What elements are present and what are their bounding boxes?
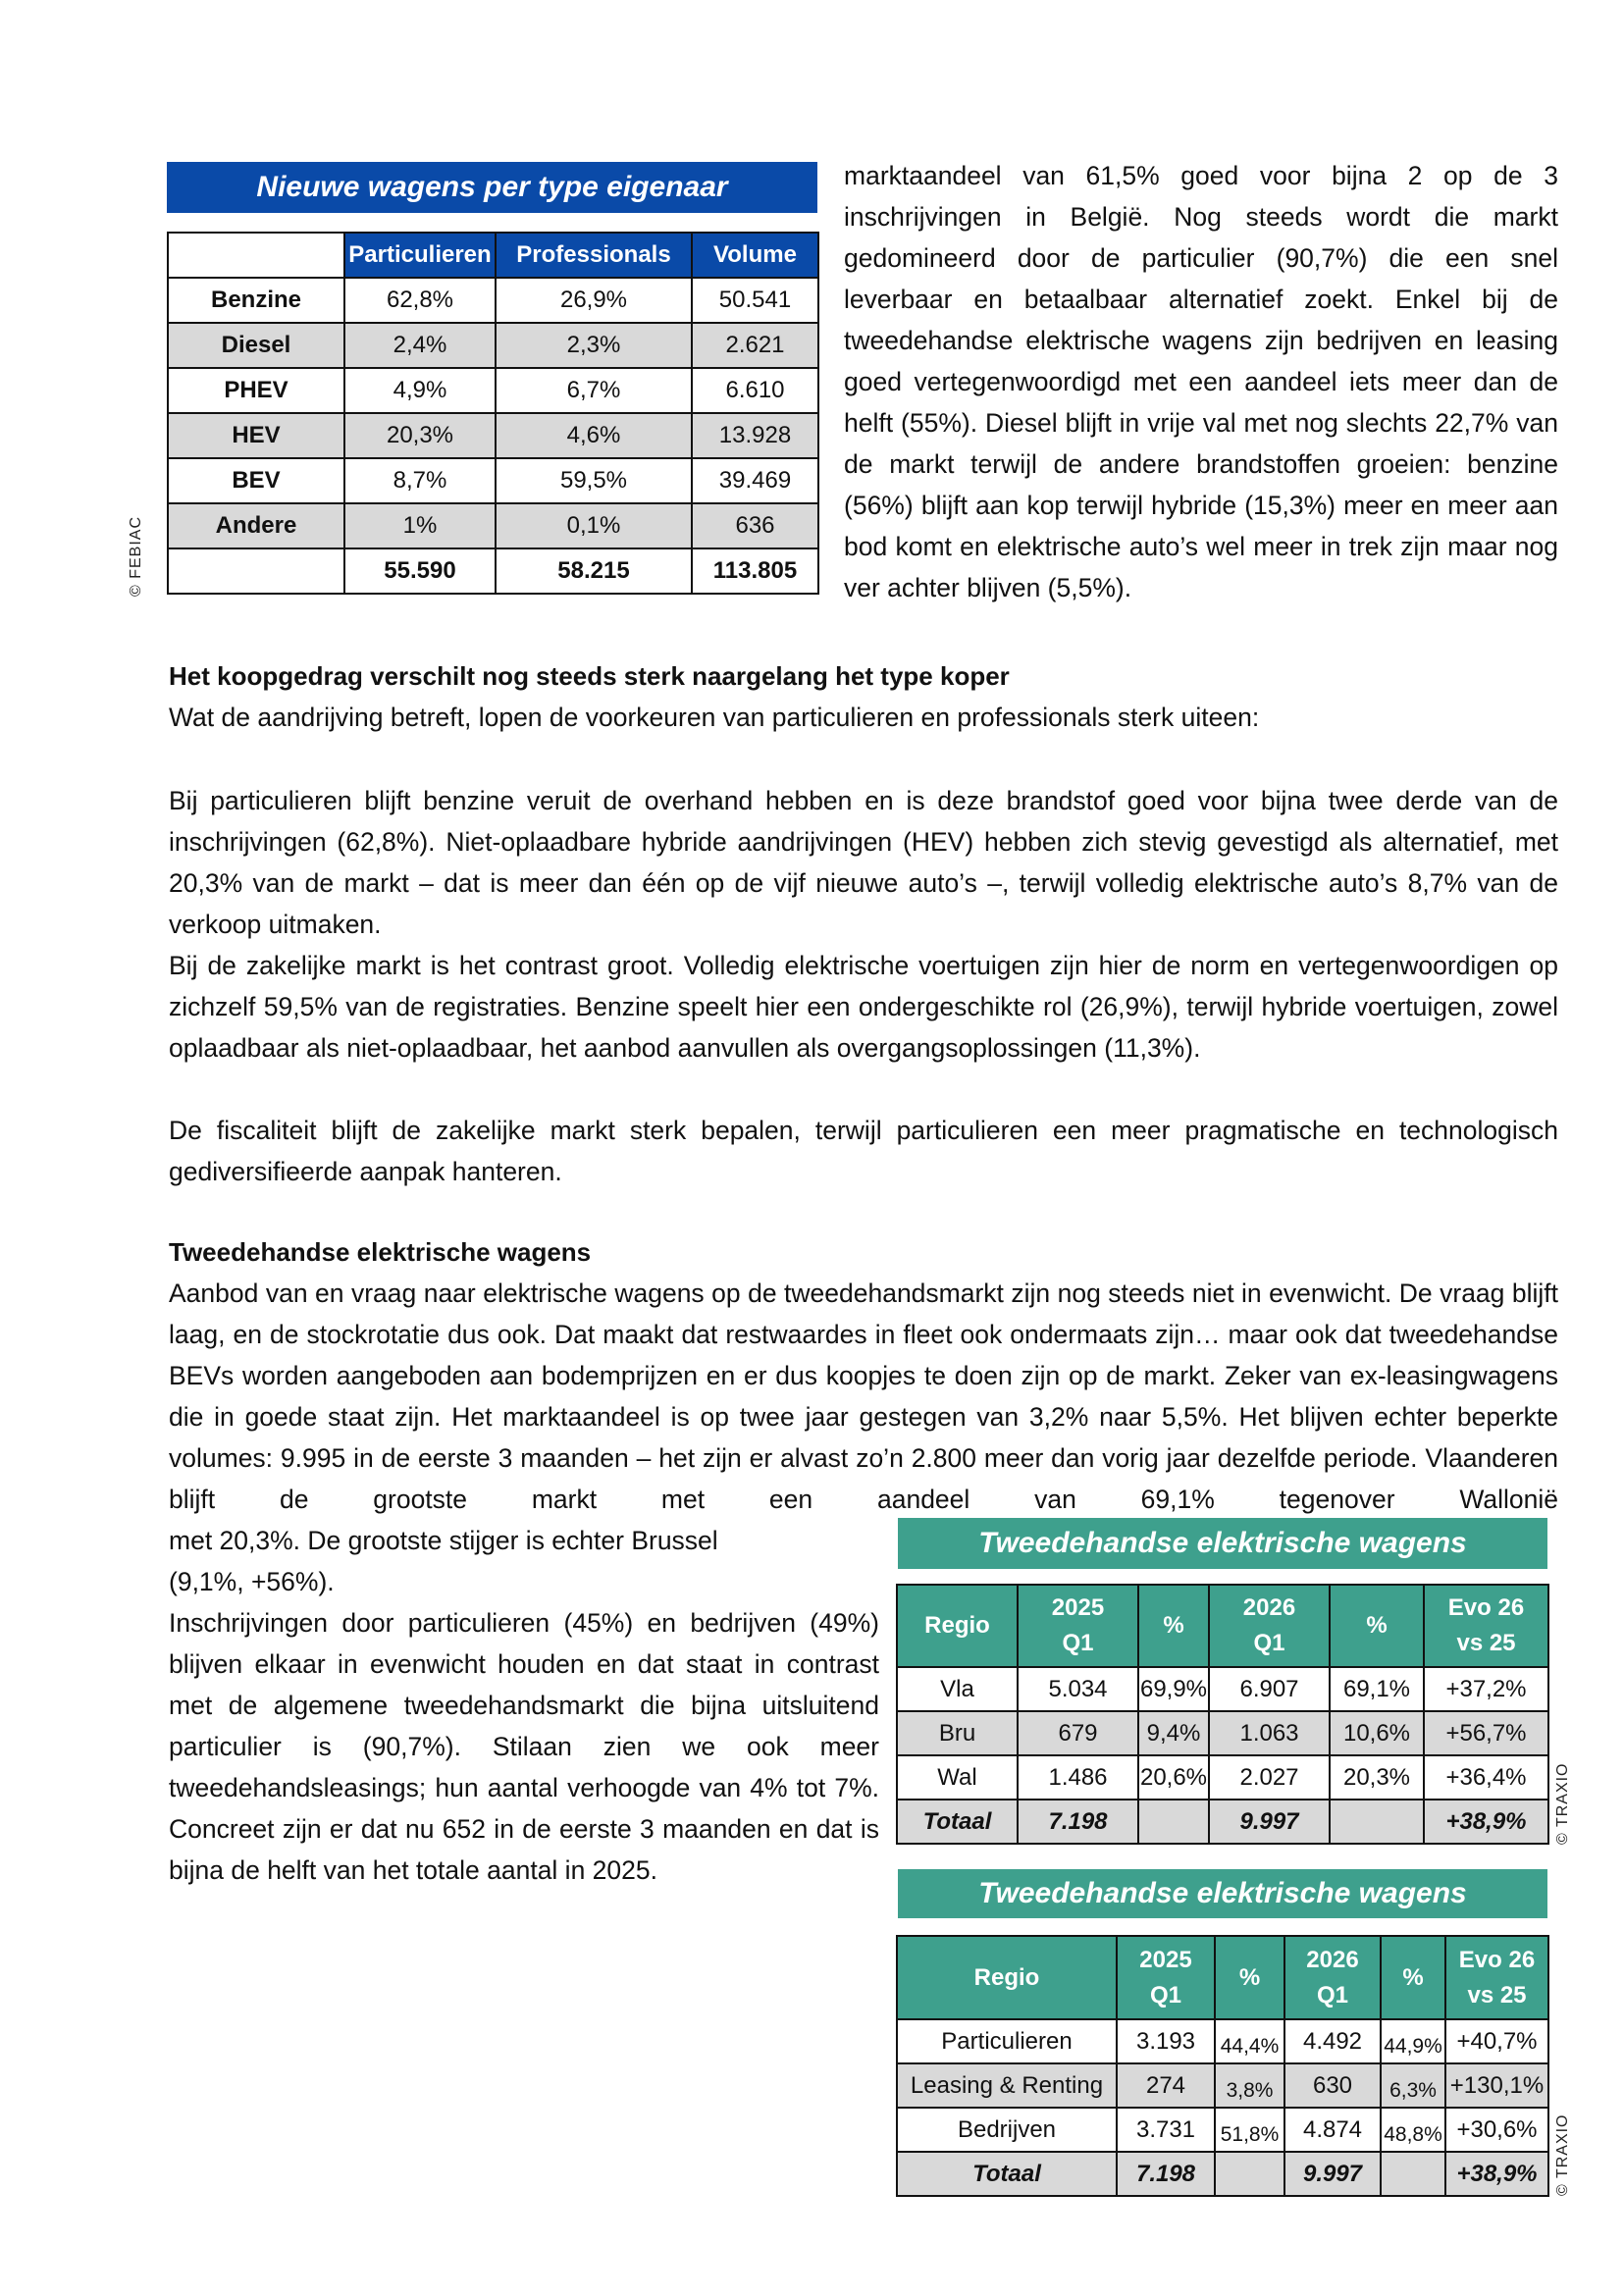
cell-evo: +40,7% <box>1445 2019 1548 2063</box>
cell-professionals: 2,3% <box>496 323 692 368</box>
traxio-credit-2: © TRAXIO <box>1554 2113 1571 2196</box>
table-row <box>168 458 818 503</box>
cell-pct-2026: 69,1% <box>1330 1667 1424 1711</box>
cell-regio: Bedrijven <box>897 2108 1117 2152</box>
cell-volume: 636 <box>692 503 818 548</box>
cell-pct-2026: 20,3% <box>1330 1755 1424 1800</box>
cell-professionals: 6,7% <box>496 368 692 413</box>
cell-professionals: 26,9% <box>496 278 692 323</box>
cell-evo: +130,1% <box>1445 2063 1548 2108</box>
cell-pct-2026: 10,6% <box>1330 1711 1424 1755</box>
section2-paragraph-1-cont-a: met 20,3%. De grootste stijger is echter Brussel <box>169 1526 718 1555</box>
cell-2026-q1: 1.063 <box>1209 1711 1330 1755</box>
section2-heading: Tweedehandse elektrische wagens <box>169 1237 592 1267</box>
cell-pct-2025: 9,4% <box>1138 1711 1209 1755</box>
header-evo: Evo 26 vs 25 <box>1424 1585 1548 1667</box>
new-cars-by-owner-table <box>167 232 819 595</box>
table-row <box>168 368 818 413</box>
cell-pct-2025: 69,9% <box>1138 1667 1209 1711</box>
cell-volume: 6.610 <box>692 368 818 413</box>
traxio-credit: © TRAXIO <box>1554 1762 1571 1845</box>
total-professionals: 58.215 <box>496 548 692 594</box>
total-label: Totaal <box>897 1800 1018 1844</box>
cell-2026-q1: 4.492 <box>1284 2019 1381 2063</box>
febiac-credit: © FEBIAC <box>128 515 144 597</box>
total-2025-q1: 7.198 <box>1018 1800 1138 1844</box>
table-row <box>897 2063 1548 2108</box>
section2-paragraph-2: Inschrijvingen door particulieren (45%) en bedrijven (49%) blijven elkaar in evenwicht houden en dat staat in contrast met de algemene tweedehandsmarkt die bijna uitsluitend particulier is (90,7%). Stilaan zien we ook meer tweedehandsleasings; hun aantal verhoogde van 4% tot 7%. Concreet zijn er dat nu 652 in de eerste 3 maanden en dat is bijna de helft van het totale aantal in 2025. <box>169 1608 879 1885</box>
table-header-row <box>897 1936 1548 2019</box>
table-row <box>168 323 818 368</box>
cell-volume: 2.621 <box>692 323 818 368</box>
table-total-row <box>168 548 818 594</box>
section1-paragraph-2: Bij de zakelijke markt is het contrast groot. Volledig elektrische voertuigen zijn hier de norm en vertegenwoordigen op zichzelf 59,5% van de registraties. Benzine speelt hier een ondergeschikte rol (26,9%), terwijl hybride voertuigen, zowel oplaadbaar als niet-oplaadbaar, het aanbod aanvullen als overgangsoplossingen (11,3%). <box>169 951 1558 1063</box>
row-label: Benzine <box>168 278 344 323</box>
total-label: Totaal <box>897 2152 1117 2196</box>
header-2026-q1: 2026 Q1 <box>1209 1585 1330 1667</box>
table-row <box>897 1755 1548 1800</box>
cell-particulieren: 20,3% <box>344 413 496 458</box>
cell-2026-q1: 6.907 <box>1209 1667 1330 1711</box>
table3-title: Tweedehandse elektrische wagens <box>978 1877 1467 1909</box>
table2-title-banner <box>898 1518 1547 1569</box>
header-particulieren: Particulieren <box>344 233 496 278</box>
cell-pct-2025: 51,8% <box>1215 2108 1284 2152</box>
cell-particulieren: 2,4% <box>344 323 496 368</box>
header-empty <box>168 233 344 278</box>
table-row <box>897 1667 1548 1711</box>
cell-evo: +37,2% <box>1424 1667 1548 1711</box>
table1-title: Nieuwe wagens per type eigenaar <box>256 171 728 203</box>
total-evo: +38,9% <box>1445 2152 1548 2196</box>
cell-evo: +30,6% <box>1445 2108 1548 2152</box>
row-label: HEV <box>168 413 344 458</box>
row-label: PHEV <box>168 368 344 413</box>
section2-paragraph-1: Aanbod van en vraag naar elektrische wagens op de tweedehandsmarkt zijn nog steeds niet in evenwicht. De vraag blijft laag, en de stockrotatie dus ook. Dat maakt dat restwaardes in fleet ook ondermaats zijn… maar ook dat tweedehandse BEVs worden aangeboden aan bodemprijzen en er dus koopjes te doen zijn op de markt. Zeker van ex-leasingwagens die in goede staat zijn. Het marktaandeel is op twee jaar gestegen van 3,2% naar 5,5%. Het blijven echter beperkte volumes: 9.995 in de eerste 3 maanden – het zijn er alvast zo’n 2.800 meer dan vorig jaar dezelfde periode. Vlaanderen blijft de grootste markt met een aandeel van 69,1% tegenover Wallonië <box>169 1278 1558 1514</box>
cell-professionals: 0,1% <box>496 503 692 548</box>
total-pct-2025 <box>1138 1800 1209 1844</box>
header-pct-2025: % <box>1138 1585 1209 1667</box>
header-evo: Evo 26 vs 25 <box>1445 1936 1548 2019</box>
cell-evo: +36,4% <box>1424 1755 1548 1800</box>
cell-pct-2026: 6,3% <box>1381 2063 1445 2108</box>
header-pct-2026: % <box>1381 1936 1445 2019</box>
cell-pct-2026: 44,9% <box>1381 2019 1445 2063</box>
cell-volume: 50.541 <box>692 278 818 323</box>
cell-pct-2025: 3,8% <box>1215 2063 1284 2108</box>
row-label: BEV <box>168 458 344 503</box>
total-2026-q1: 9.997 <box>1209 1800 1330 1844</box>
cell-2026-q1: 4.874 <box>1284 2108 1381 2152</box>
header-regio: Regio <box>897 1936 1117 2019</box>
table-row <box>168 503 818 548</box>
cell-pct-2026: 48,8% <box>1381 2108 1445 2152</box>
section1-paragraph-1: Bij particulieren blijft benzine veruit de overhand hebben en is deze brandstof goed voor bijna twee derde van de inschrijvingen (62,8%). Niet-oplaadbare hybride aandrijvingen (HEV) hebben zich stevig gevestigd als alternatief, met 20,3% van de markt – dat is meer dan één op de vijf nieuwe auto’s –, terwijl volledig elektrische auto’s 8,7% van de verkoop uitmaken. <box>169 786 1558 939</box>
total-2025-q1: 7.198 <box>1117 2152 1215 2196</box>
header-regio: Regio <box>897 1585 1018 1667</box>
cell-professionals: 4,6% <box>496 413 692 458</box>
row-label: Diesel <box>168 323 344 368</box>
cell-2025-q1: 274 <box>1117 2063 1215 2108</box>
total-volume: 113.805 <box>692 548 818 594</box>
section1-lead: Wat de aandrijving betreft, lopen de voorkeuren van particulieren en professionals sterk uiteen: <box>169 703 1260 732</box>
cell-regio: Vla <box>897 1667 1018 1711</box>
table1-title-banner <box>167 162 817 213</box>
section1-heading: Het koopgedrag verschilt nog steeds sterk naargelang het type koper <box>169 661 1010 691</box>
cell-volume: 13.928 <box>692 413 818 458</box>
table-header-row <box>897 1585 1548 1667</box>
table-header-row <box>168 233 818 278</box>
header-2026-q1: 2026 Q1 <box>1284 1936 1381 2019</box>
used-ev-by-buyer-table <box>896 1935 1549 2197</box>
table2-title: Tweedehandse elektrische wagens <box>978 1527 1467 1559</box>
header-volume: Volume <box>692 233 818 278</box>
cell-particulieren: 1% <box>344 503 496 548</box>
cell-2025-q1: 679 <box>1018 1711 1138 1755</box>
cell-regio: Leasing & Renting <box>897 2063 1117 2108</box>
cell-evo: +56,7% <box>1424 1711 1548 1755</box>
header-professionals: Professionals <box>496 233 692 278</box>
header-pct-2025: % <box>1215 1936 1284 2019</box>
total-particulieren: 55.590 <box>344 548 496 594</box>
intro-paragraph: marktaandeel van 61,5% goed voor bijna 2 op de 3 inschrijvingen in België. Nog steeds wordt die markt gedomineerd door de particulier (90,7%) die een snel leverbaar en betaalbaar alternatief zoekt. Enkel bij de tweedehandse elektrische wagens zijn bedrijven en leasing goed vertegenwoordigd met een aandeel iets meer dan de helft (55%). Diesel blijft in vrije val met nog slechts 22,7% van de markt terwijl de andere brandstoffen groeien: benzine (56%) blijft aan kop terwijl hybride (15,3%) meer en meer aan bod komt en elektrische auto’s wel meer in trek zijn maar nog ver achter blijven (5,5%). <box>844 161 1558 602</box>
table-row <box>168 413 818 458</box>
cell-regio: Wal <box>897 1755 1018 1800</box>
table-row <box>897 2019 1548 2063</box>
table-row <box>168 278 818 323</box>
table3-title-banner <box>898 1869 1547 1918</box>
cell-2025-q1: 1.486 <box>1018 1755 1138 1800</box>
cell-particulieren: 4,9% <box>344 368 496 413</box>
cell-regio: Particulieren <box>897 2019 1117 2063</box>
header-2025-q1: 2025 Q1 <box>1018 1585 1138 1667</box>
table-total-row <box>897 1800 1548 1844</box>
row-label: Andere <box>168 503 344 548</box>
cell-2026-q1: 630 <box>1284 2063 1381 2108</box>
section2-paragraph-1-cont-b: (9,1%, +56%). <box>169 1567 335 1596</box>
total-evo: +38,9% <box>1424 1800 1548 1844</box>
header-2025-q1: 2025 Q1 <box>1117 1936 1215 2019</box>
table-row <box>897 2108 1548 2152</box>
cell-2025-q1: 3.193 <box>1117 2019 1215 2063</box>
used-ev-by-region-table <box>896 1584 1549 1845</box>
total-pct-2025 <box>1215 2152 1284 2196</box>
cell-volume: 39.469 <box>692 458 818 503</box>
total-2026-q1: 9.997 <box>1284 2152 1381 2196</box>
cell-pct-2025: 20,6% <box>1138 1755 1209 1800</box>
cell-professionals: 59,5% <box>496 458 692 503</box>
total-label <box>168 548 344 594</box>
table-row <box>897 1711 1548 1755</box>
cell-particulieren: 8,7% <box>344 458 496 503</box>
cell-particulieren: 62,8% <box>344 278 496 323</box>
cell-2026-q1: 2.027 <box>1209 1755 1330 1800</box>
cell-regio: Bru <box>897 1711 1018 1755</box>
cell-2025-q1: 3.731 <box>1117 2108 1215 2152</box>
cell-pct-2025: 44,4% <box>1215 2019 1284 2063</box>
total-pct-2026 <box>1330 1800 1424 1844</box>
cell-2025-q1: 5.034 <box>1018 1667 1138 1711</box>
section1-paragraph-3: De fiscaliteit blijft de zakelijke markt sterk bepalen, terwijl particulieren een meer pragmatische en technologisch gediversifieerde aanpak hanteren. <box>169 1116 1558 1186</box>
total-pct-2026 <box>1381 2152 1445 2196</box>
table-total-row <box>897 2152 1548 2196</box>
header-pct-2026: % <box>1330 1585 1424 1667</box>
